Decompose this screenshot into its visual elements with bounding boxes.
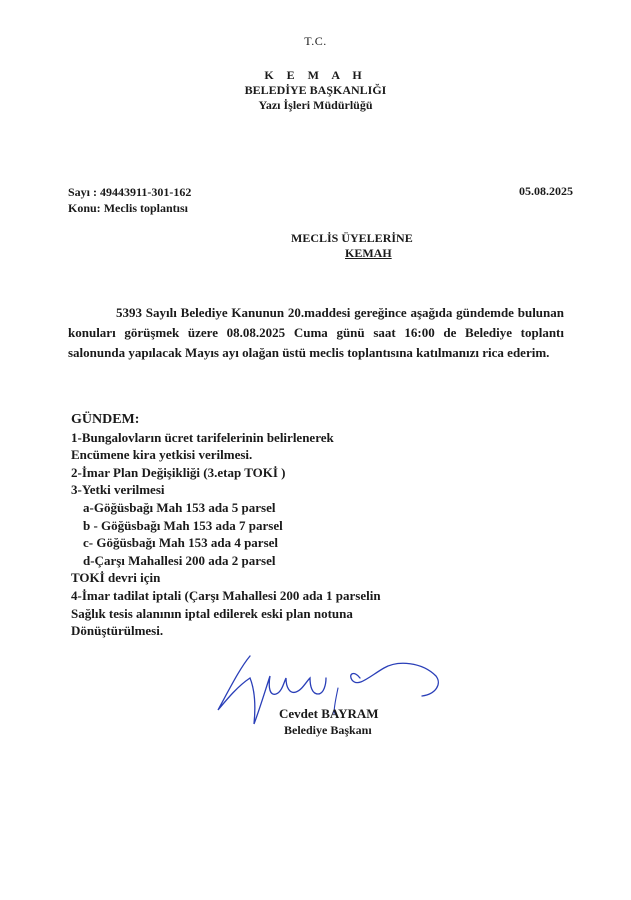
header-city: K E M A H	[264, 68, 367, 82]
header-institution: BELEDİYE BAŞKANLIĞI	[244, 83, 387, 97]
agenda-item: 2-İmar Plan Değişikliği (3.etap TOKİ )	[71, 464, 286, 480]
document-date: 05.08.2025	[519, 184, 573, 198]
agenda-subitem: a-Göğüsbağı Mah 153 ada 5 parsel	[83, 499, 276, 515]
agenda-subitem: c- Göğüsbağı Mah 153 ada 4 parsel	[83, 535, 279, 551]
agenda-item: Encümene kira yetkisi verilmesi.	[71, 447, 253, 463]
signature-stroke	[351, 663, 439, 696]
body-paragraph: 5393 Sayılı Belediye Kanunun 20.maddesi gereğince aşağıda gündemde bulunan konuları görüşmek üzere 08.08.2025 Cuma günü saat 16:00 de Belediye toplantı salonunda yapılacak Mayıs ayı olağan üstü meclis toplantısına katılmanızı rica ederim.	[68, 305, 564, 360]
recipient-line-1: MECLİS ÜYELERİNE	[291, 231, 413, 245]
agenda-item: 4-İmar tadilat iptali (Çarşı Mahallesi 200 ada 1 parselin	[71, 587, 381, 603]
agenda	[71, 411, 551, 640]
agenda-item: 3-Yetki verilmesi	[71, 482, 165, 498]
agenda-heading: GÜNDEM:	[71, 412, 140, 427]
agenda-item: Sağlık tesis alanının iptal edilerek eski plan notuna	[71, 605, 353, 621]
signatory-name: Cevdet BAYRAM	[279, 706, 379, 721]
header-country: T.C.	[304, 34, 327, 48]
agenda-subitem: d-Çarşı Mahallesi 200 ada 2 parsel	[83, 552, 276, 568]
agenda-subitem: b - Göğüsbağı Mah 153 ada 7 parsel	[83, 517, 283, 533]
signatory-title: Belediye Başkanı	[284, 723, 372, 737]
agenda-item: Dönüştürülmesi.	[71, 623, 164, 639]
subject-value: Meclis toplantısı	[103, 201, 189, 215]
agenda-item: TOKİ devri için	[71, 570, 161, 586]
reference-label: Sayı :	[68, 185, 98, 199]
subject-label: Konu:	[68, 201, 101, 215]
reference-number	[68, 185, 191, 200]
header-department: Yazı İşleri Müdürlüğü	[258, 98, 373, 112]
agenda-item: 1-Bungalovların ücret tarifelerinin belirlenerek	[71, 429, 334, 445]
subject	[68, 201, 188, 216]
reference-value: 49443911-301-162	[100, 185, 192, 199]
recipient-line-2: KEMAH	[345, 246, 392, 260]
